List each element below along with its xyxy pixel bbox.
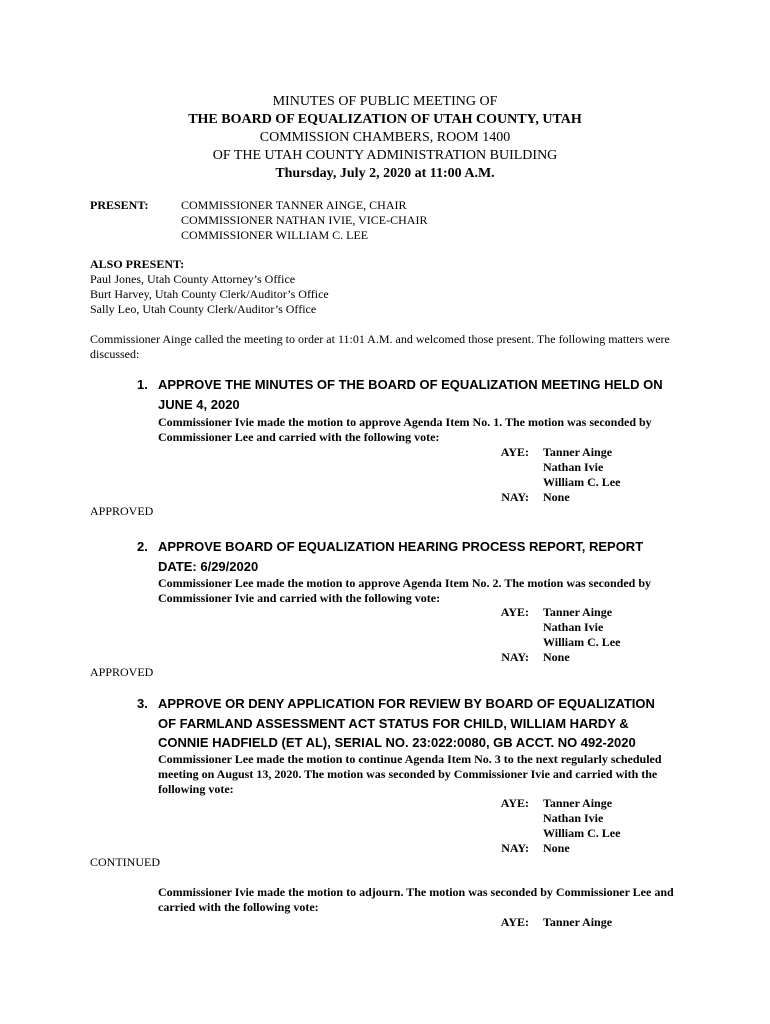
agenda-item-number: 2. (137, 539, 148, 554)
aye-name: Nathan Ivie (543, 811, 604, 825)
agenda-item-number: 3. (137, 696, 148, 711)
aye-name: Nathan Ivie (543, 460, 604, 474)
header-date: Thursday, July 2, 2020 at 11:00 A.M. (275, 166, 495, 181)
aye-name: Tanner Ainge (543, 605, 613, 619)
header-board-title: THE BOARD OF EQUALIZATION OF UTAH COUNTY, UTAH (188, 112, 582, 127)
agenda-item-motion: Commissioner Lee made the motion to approve Agenda Item No. 2. The motion was seconded by Commissioner Ivie and carried with the following vote: (158, 576, 652, 605)
nay-value: None (543, 490, 570, 504)
nay-label: NAY: (501, 841, 529, 855)
also-present-person: Burt Harvey, Utah County Clerk/Auditor’s Office (90, 287, 329, 301)
agenda-item-result: CONTINUED (90, 855, 160, 869)
agenda-item-motion: Commissioner Ivie made the motion to approve Agenda Item No. 1. The motion was seconded by Commissioner Lee and carried with the following vote: (158, 415, 652, 444)
aye-label: AYE: (500, 605, 529, 619)
present-member: COMMISSIONER TANNER AINGE, CHAIR (181, 198, 407, 212)
aye-label: AYE: (500, 915, 529, 929)
nay-label: NAY: (501, 490, 529, 504)
intro-paragraph: Commissioner Ainge called the meeting to order at 11:01 A.M. and welcomed those present. The following matters were discussed: (90, 332, 670, 361)
agenda-item-number: 1. (137, 377, 148, 392)
aye-name: Tanner Ainge (543, 445, 613, 459)
aye-name: Nathan Ivie (543, 620, 604, 634)
agenda-item-result: APPROVED (90, 665, 154, 679)
nay-value: None (543, 841, 570, 855)
present-label: PRESENT: (90, 198, 149, 212)
also-present-person: Paul Jones, Utah County Attorney’s Office (90, 272, 296, 286)
nay-value: None (543, 650, 570, 664)
nay-label: NAY: (501, 650, 529, 664)
also-present-person: Sally Leo, Utah County Clerk/Auditor’s Office (90, 302, 317, 316)
aye-label: AYE: (500, 796, 529, 810)
present-member: COMMISSIONER WILLIAM C. LEE (181, 228, 369, 242)
aye-name: Tanner Ainge (543, 915, 613, 929)
present-member: COMMISSIONER NATHAN IVIE, VICE-CHAIR (181, 213, 428, 227)
adjourn-motion: Commissioner Ivie made the motion to adjourn. The motion was seconded by Commissioner Lee and carried with the following vote: (158, 885, 674, 914)
aye-name: William C. Lee (543, 826, 621, 840)
also-present-label: ALSO PRESENT: (90, 257, 185, 271)
agenda-item-title: APPROVE OR DENY APPLICATION FOR REVIEW BY BOARD OF EQUALIZATION OF FARMLAND ASSESSMENT ACT STATUS FOR CHILD, WILLIAM HARDY & CONNIE HADFIELD (ET AL), SERIAL NO. 23:022:0080, GB ACCT. NO 492-2020 (158, 696, 655, 750)
aye-name: Tanner Ainge (543, 796, 613, 810)
agenda-item-motion: Commissioner Lee made the motion to continue Agenda Item No. 3 to the next regularly scheduled meeting on August 13, 2020. The motion was seconded by Commissioner Ivie and carried with the following vote: (158, 752, 662, 796)
header-line-1: MINUTES OF PUBLIC MEETING OF (272, 94, 498, 109)
aye-name: William C. Lee (543, 635, 621, 649)
aye-label: AYE: (500, 445, 529, 459)
header-line-3: COMMISSION CHAMBERS, ROOM 1400 (259, 130, 511, 145)
agenda-item-result: APPROVED (90, 504, 154, 518)
header-line-4: OF THE UTAH COUNTY ADMINISTRATION BUILDING (212, 148, 558, 163)
agenda-item-title: APPROVE THE MINUTES OF THE BOARD OF EQUALIZATION MEETING HELD ON JUNE 4, 2020 (158, 377, 663, 412)
aye-name: William C. Lee (543, 475, 621, 489)
agenda-item-title: APPROVE BOARD OF EQUALIZATION HEARING PROCESS REPORT, REPORT DATE: 6/29/2020 (158, 539, 644, 574)
